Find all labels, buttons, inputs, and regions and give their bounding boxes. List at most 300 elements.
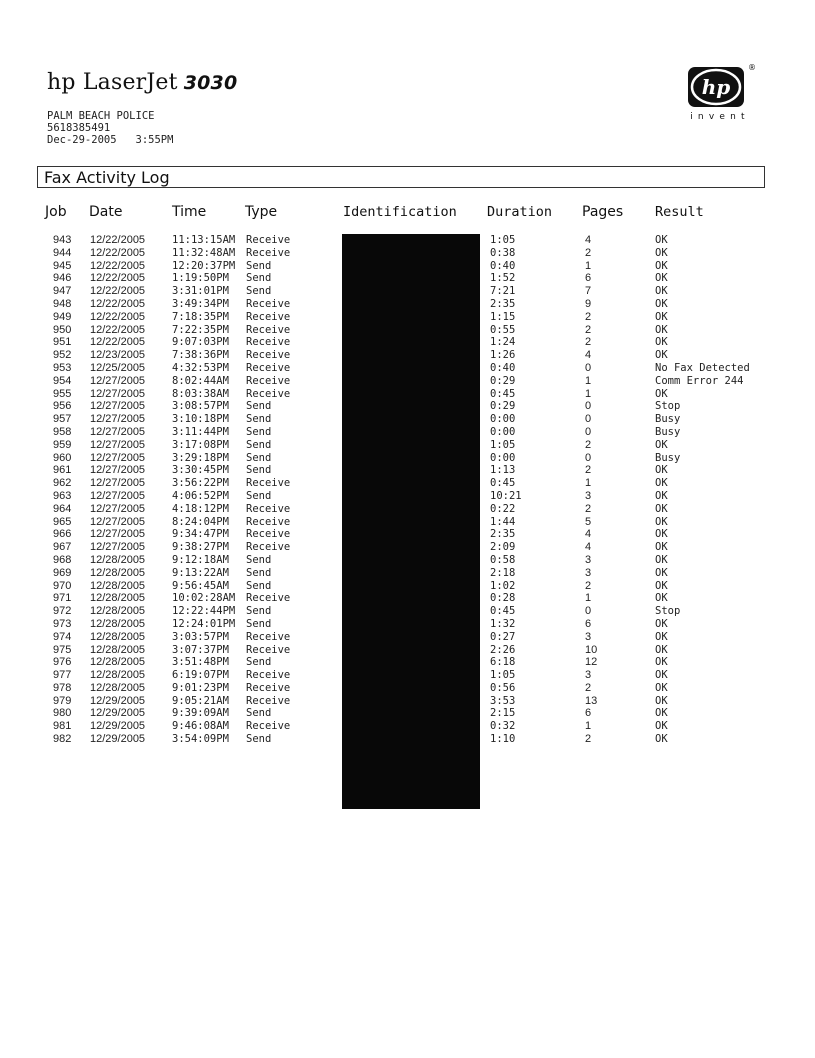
pages-cell: 6 (585, 617, 592, 630)
duration-cell: 0:00 (490, 451, 516, 464)
date-cell: 12/28/2005 (90, 617, 146, 630)
pages-cell: 6 (585, 707, 592, 720)
date-cell: 12/22/2005 (90, 336, 146, 349)
pages-cell: 1 (585, 592, 592, 605)
time-cell: 12:20:37PM (172, 259, 236, 272)
result-cell: OK (655, 336, 668, 349)
duration-cell: 0:27 (490, 630, 516, 643)
time-cell: 3:54:09PM (172, 733, 229, 746)
time-cell: 7:38:36PM (172, 349, 229, 362)
job-cell: 946 (53, 272, 72, 285)
time-cell: 9:05:21AM (172, 694, 229, 707)
date-cell: 12/27/2005 (90, 400, 146, 413)
log-title: Fax Activity Log (44, 168, 170, 187)
result-cell: OK (655, 566, 668, 579)
time-cell: 11:13:15AM (172, 234, 236, 246)
job-cell: 977 (53, 669, 72, 682)
type-cell: Receive (246, 669, 291, 682)
type-cell: Receive (246, 515, 291, 528)
type-cell: Send (246, 617, 272, 630)
type-cell: Receive (246, 694, 291, 707)
date-cell: 12/22/2005 (90, 310, 146, 323)
pages-cell: 1 (585, 374, 592, 387)
type-cell: Receive (246, 374, 291, 387)
type-cell: Receive (246, 541, 291, 554)
type-cell: Receive (246, 336, 291, 349)
job-cell: 944 (53, 246, 72, 259)
duration-cell: 0:28 (490, 592, 516, 605)
pages-cell: 10 (585, 643, 598, 656)
time-cell: 3:17:08PM (172, 438, 229, 451)
duration-cell: 0:00 (490, 425, 516, 438)
time-cell: 6:19:07PM (172, 669, 229, 682)
date-cell: 12/29/2005 (90, 707, 146, 720)
date-cell: 12/22/2005 (90, 285, 146, 298)
job-cell: 973 (53, 617, 72, 630)
date-cell: 12/23/2005 (90, 349, 146, 362)
job-cell: 971 (53, 592, 72, 605)
duration-cell: 1:44 (490, 515, 516, 528)
registered-mark-icon: ® (748, 63, 756, 72)
hp-logo-text: hp (701, 75, 731, 99)
result-cell: OK (655, 630, 668, 643)
type-cell: Receive (246, 297, 291, 310)
type-cell: Receive (246, 643, 291, 656)
time-cell: 3:56:22PM (172, 477, 229, 490)
date-cell: 12/25/2005 (90, 361, 146, 374)
duration-cell: 2:09 (490, 541, 516, 554)
result-cell: OK (655, 310, 668, 323)
duration-cell: 0:58 (490, 553, 516, 566)
pages-cell: 2 (585, 579, 592, 592)
result-cell: OK (655, 259, 668, 272)
job-cell: 972 (53, 605, 72, 618)
job-cell: 970 (53, 579, 72, 592)
type-cell: Receive (246, 323, 291, 336)
type-cell: Send (246, 438, 272, 451)
job-cell: 978 (53, 681, 72, 694)
date-cell: 12/27/2005 (90, 477, 146, 490)
type-cell: Send (246, 451, 272, 464)
time-cell: 9:39:09AM (172, 707, 229, 720)
result-cell: OK (655, 707, 668, 720)
time-cell: 8:24:04PM (172, 515, 229, 528)
type-cell: Send (246, 605, 272, 618)
date-cell: 12/28/2005 (90, 566, 146, 579)
hp-logo-mark (688, 67, 744, 107)
pages-cell: 0 (585, 400, 592, 413)
result-cell: OK (655, 592, 668, 605)
job-cell: 947 (53, 285, 72, 298)
redaction-bar (342, 234, 480, 809)
pages-cell: 2 (585, 336, 592, 349)
result-cell: OK (655, 489, 668, 502)
col-header-pages: Pages (582, 204, 624, 220)
job-cell: 962 (53, 477, 72, 490)
time-cell: 9:12:18AM (172, 553, 229, 566)
job-cell: 974 (53, 630, 72, 643)
duration-cell: 0:22 (490, 502, 516, 515)
date-cell: 12/22/2005 (90, 323, 146, 336)
brand-name: hp LaserJet (47, 70, 178, 95)
type-cell: Receive (246, 234, 291, 246)
duration-cell: 2:18 (490, 566, 516, 579)
duration-cell: 1:15 (490, 310, 516, 323)
pages-cell: 3 (585, 553, 592, 566)
date-cell: 12/27/2005 (90, 438, 146, 451)
duration-cell: 0:40 (490, 361, 516, 374)
job-cell: 948 (53, 297, 72, 310)
col-header-time: Time (172, 204, 207, 220)
result-cell: OK (655, 579, 668, 592)
hp-logo (680, 63, 760, 133)
type-cell: Send (246, 566, 272, 579)
type-cell: Receive (246, 361, 291, 374)
date-cell: 12/22/2005 (90, 297, 146, 310)
duration-cell: 0:55 (490, 323, 516, 336)
duration-cell: 1:13 (490, 464, 516, 477)
result-cell: Busy (655, 451, 681, 464)
type-cell: Receive (246, 592, 291, 605)
result-cell: OK (655, 323, 668, 336)
type-cell: Receive (246, 310, 291, 323)
org-name: PALM BEACH POLICE (47, 110, 155, 122)
job-cell: 945 (53, 259, 72, 272)
job-cell: 958 (53, 425, 72, 438)
type-cell: Send (246, 259, 272, 272)
duration-cell: 0:38 (490, 246, 516, 259)
date-cell: 12/29/2005 (90, 720, 146, 733)
pages-cell: 2 (585, 438, 592, 451)
date-cell: 12/29/2005 (90, 733, 146, 746)
org-phone: 5618385491 (47, 122, 111, 134)
result-cell: OK (655, 349, 668, 362)
job-cell: 969 (53, 566, 72, 579)
date-cell: 12/27/2005 (90, 374, 146, 387)
result-cell: OK (655, 297, 668, 310)
job-cell: 960 (53, 451, 72, 464)
type-cell: Send (246, 733, 272, 746)
type-cell: Receive (246, 246, 291, 259)
job-cell: 976 (53, 656, 72, 669)
job-cell: 957 (53, 413, 72, 426)
job-cell: 954 (53, 374, 72, 387)
duration-cell: 1:05 (490, 234, 516, 246)
type-cell: Send (246, 707, 272, 720)
time-cell: 3:29:18PM (172, 451, 229, 464)
logo-tagline: invent (690, 112, 750, 122)
time-cell: 3:11:44PM (172, 425, 229, 438)
time-cell: 9:13:22AM (172, 566, 229, 579)
date-cell: 12/27/2005 (90, 528, 146, 541)
type-cell: Send (246, 579, 272, 592)
result-cell: OK (655, 285, 668, 298)
result-cell: OK (655, 502, 668, 515)
type-cell: Send (246, 425, 272, 438)
result-cell: Comm Error 244 (655, 374, 744, 387)
pages-cell: 6 (585, 272, 592, 285)
duration-cell: 1:52 (490, 272, 516, 285)
time-cell: 9:46:08AM (172, 720, 229, 733)
duration-cell: 1:05 (490, 669, 516, 682)
time-cell: 4:18:12PM (172, 502, 229, 515)
duration-cell: 2:35 (490, 528, 516, 541)
result-cell: OK (655, 464, 668, 477)
duration-cell: 0:29 (490, 400, 516, 413)
time-cell: 12:24:01PM (172, 617, 236, 630)
time-cell: 3:49:34PM (172, 297, 229, 310)
date-cell: 12/22/2005 (90, 234, 146, 246)
time-cell: 7:22:35PM (172, 323, 229, 336)
type-cell: Send (246, 400, 272, 413)
type-cell: Receive (246, 720, 291, 733)
type-cell: Send (246, 464, 272, 477)
duration-cell: 0:45 (490, 477, 516, 490)
duration-cell: 0:45 (490, 605, 516, 618)
date-cell: 12/27/2005 (90, 502, 146, 515)
result-cell: OK (655, 246, 668, 259)
job-cell: 967 (53, 541, 72, 554)
time-cell: 9:34:47PM (172, 528, 229, 541)
result-cell: OK (655, 553, 668, 566)
time-cell: 4:32:53PM (172, 361, 229, 374)
date-cell: 12/27/2005 (90, 489, 146, 502)
date-cell: 12/27/2005 (90, 451, 146, 464)
type-cell: Receive (246, 387, 291, 400)
job-cell: 955 (53, 387, 72, 400)
duration-cell: 1:05 (490, 438, 516, 451)
result-cell: OK (655, 515, 668, 528)
job-cell: 959 (53, 438, 72, 451)
time-cell: 12:22:44PM (172, 605, 236, 618)
result-cell: OK (655, 643, 668, 656)
result-cell: OK (655, 387, 668, 400)
col-header-type: Type (245, 204, 278, 220)
result-cell: OK (655, 477, 668, 490)
time-cell: 3:03:57PM (172, 630, 229, 643)
result-cell: OK (655, 234, 668, 246)
pages-cell: 2 (585, 733, 592, 746)
pages-cell: 12 (585, 656, 598, 669)
job-cell: 952 (53, 349, 72, 362)
time-cell: 11:32:48AM (172, 246, 236, 259)
time-cell: 4:06:52PM (172, 489, 229, 502)
duration-cell: 0:40 (490, 259, 516, 272)
time-cell: 9:56:45AM (172, 579, 229, 592)
type-cell: Receive (246, 630, 291, 643)
type-cell: Send (246, 413, 272, 426)
date-cell: 12/28/2005 (90, 605, 146, 618)
duration-cell: 2:15 (490, 707, 516, 720)
duration-cell: 2:35 (490, 297, 516, 310)
job-cell: 961 (53, 464, 72, 477)
duration-cell: 1:24 (490, 336, 516, 349)
time-cell: 9:38:27PM (172, 541, 229, 554)
type-cell: Receive (246, 528, 291, 541)
job-cell: 981 (53, 720, 72, 733)
job-cell: 968 (53, 553, 72, 566)
job-cell: 975 (53, 643, 72, 656)
pages-cell: 2 (585, 681, 592, 694)
time-cell: 7:18:35PM (172, 310, 229, 323)
date-cell: 12/28/2005 (90, 553, 146, 566)
date-cell: 12/28/2005 (90, 669, 146, 682)
pages-cell: 2 (585, 310, 592, 323)
type-cell: Receive (246, 502, 291, 515)
type-cell: Send (246, 489, 272, 502)
report-datetime: Dec-29-2005 3:55PM (47, 134, 174, 146)
pages-cell: 0 (585, 605, 592, 618)
date-cell: 12/27/2005 (90, 464, 146, 477)
pages-cell: 1 (585, 387, 592, 400)
job-cell: 949 (53, 310, 72, 323)
result-cell: OK (655, 669, 668, 682)
pages-cell: 4 (585, 528, 592, 541)
pages-cell: 3 (585, 489, 592, 502)
type-cell: Send (246, 553, 272, 566)
time-cell: 3:07:37PM (172, 643, 229, 656)
job-cell: 982 (53, 733, 72, 746)
date-cell: 12/22/2005 (90, 246, 146, 259)
date-cell: 12/28/2005 (90, 579, 146, 592)
pages-cell: 0 (585, 425, 592, 438)
result-cell: OK (655, 733, 668, 746)
date-cell: 12/22/2005 (90, 259, 146, 272)
col-header-date: Date (89, 204, 123, 220)
result-cell: OK (655, 617, 668, 630)
pages-cell: 4 (585, 234, 592, 246)
pages-cell: 0 (585, 413, 592, 426)
pages-cell: 4 (585, 349, 592, 362)
duration-cell: 6:18 (490, 656, 516, 669)
type-cell: Send (246, 656, 272, 669)
duration-cell: 1:02 (490, 579, 516, 592)
result-cell: OK (655, 541, 668, 554)
date-cell: 12/27/2005 (90, 425, 146, 438)
date-cell: 12/27/2005 (90, 387, 146, 400)
pages-cell: 5 (585, 515, 592, 528)
pages-cell: 2 (585, 246, 592, 259)
time-cell: 9:01:23PM (172, 681, 229, 694)
printer-brand (47, 70, 237, 95)
time-cell: 3:10:18PM (172, 413, 229, 426)
duration-cell: 0:56 (490, 681, 516, 694)
result-cell: OK (655, 438, 668, 451)
col-header-job: Job (45, 204, 67, 220)
duration-cell: 10:21 (490, 489, 522, 502)
date-cell: 12/27/2005 (90, 413, 146, 426)
duration-cell: 0:00 (490, 413, 516, 426)
time-cell: 3:51:48PM (172, 656, 229, 669)
date-cell: 12/28/2005 (90, 656, 146, 669)
result-cell: OK (655, 528, 668, 541)
duration-cell: 1:26 (490, 349, 516, 362)
result-cell: Busy (655, 413, 681, 426)
duration-cell: 0:45 (490, 387, 516, 400)
pages-cell: 13 (585, 694, 598, 707)
result-cell: OK (655, 681, 668, 694)
duration-cell: 0:32 (490, 720, 516, 733)
pages-cell: 4 (585, 541, 592, 554)
job-cell: 980 (53, 707, 72, 720)
pages-cell: 7 (585, 285, 592, 298)
time-cell: 3:30:45PM (172, 464, 229, 477)
pages-cell: 0 (585, 451, 592, 464)
date-cell: 12/28/2005 (90, 643, 146, 656)
time-cell: 8:02:44AM (172, 374, 229, 387)
pages-cell: 1 (585, 477, 592, 490)
time-cell: 8:03:38AM (172, 387, 229, 400)
col-header-identification: Identification (343, 204, 457, 220)
date-cell: 12/28/2005 (90, 681, 146, 694)
date-cell: 12/27/2005 (90, 541, 146, 554)
time-cell: 3:31:01PM (172, 285, 229, 298)
type-cell: Receive (246, 477, 291, 490)
type-cell: Receive (246, 681, 291, 694)
result-cell: Stop (655, 605, 681, 618)
job-cell: 979 (53, 694, 72, 707)
job-cell: 953 (53, 361, 72, 374)
result-cell: OK (655, 272, 668, 285)
time-cell: 1:19:50PM (172, 272, 229, 285)
pages-cell: 2 (585, 464, 592, 477)
time-cell: 3:08:57PM (172, 400, 229, 413)
result-cell: OK (655, 694, 668, 707)
job-cell: 950 (53, 323, 72, 336)
pages-cell: 2 (585, 502, 592, 515)
duration-cell: 3:53 (490, 694, 516, 707)
result-cell: No Fax Detected (655, 361, 750, 374)
time-cell: 9:07:03PM (172, 336, 229, 349)
result-cell: OK (655, 720, 668, 733)
pages-cell: 9 (585, 297, 592, 310)
pages-cell: 1 (585, 720, 592, 733)
job-cell: 951 (53, 336, 72, 349)
time-cell: 10:02:28AM (172, 592, 236, 605)
pages-cell: 3 (585, 669, 592, 682)
job-cell: 963 (53, 489, 72, 502)
job-cell: 965 (53, 515, 72, 528)
pages-cell: 1 (585, 259, 592, 272)
date-cell: 12/28/2005 (90, 592, 146, 605)
brand-model: 3030 (183, 72, 238, 94)
date-cell: 12/22/2005 (90, 272, 146, 285)
pages-cell: 3 (585, 630, 592, 643)
pages-cell: 3 (585, 566, 592, 579)
job-cell: 966 (53, 528, 72, 541)
col-header-result: Result (655, 204, 704, 220)
type-cell: Receive (246, 349, 291, 362)
date-cell: 12/28/2005 (90, 630, 146, 643)
duration-cell: 7:21 (490, 285, 516, 298)
type-cell: Send (246, 272, 272, 285)
type-cell: Send (246, 285, 272, 298)
result-cell: Stop (655, 400, 681, 413)
date-cell: 12/27/2005 (90, 515, 146, 528)
pages-cell: 2 (585, 323, 592, 336)
duration-cell: 0:29 (490, 374, 516, 387)
job-cell: 943 (53, 234, 72, 246)
col-header-duration: Duration (487, 204, 553, 220)
pages-cell: 0 (585, 361, 592, 374)
duration-cell: 1:32 (490, 617, 516, 630)
duration-cell: 2:26 (490, 643, 516, 656)
result-cell: Busy (655, 425, 681, 438)
result-cell: OK (655, 656, 668, 669)
job-cell: 956 (53, 400, 72, 413)
job-cell: 964 (53, 502, 72, 515)
date-cell: 12/29/2005 (90, 694, 146, 707)
